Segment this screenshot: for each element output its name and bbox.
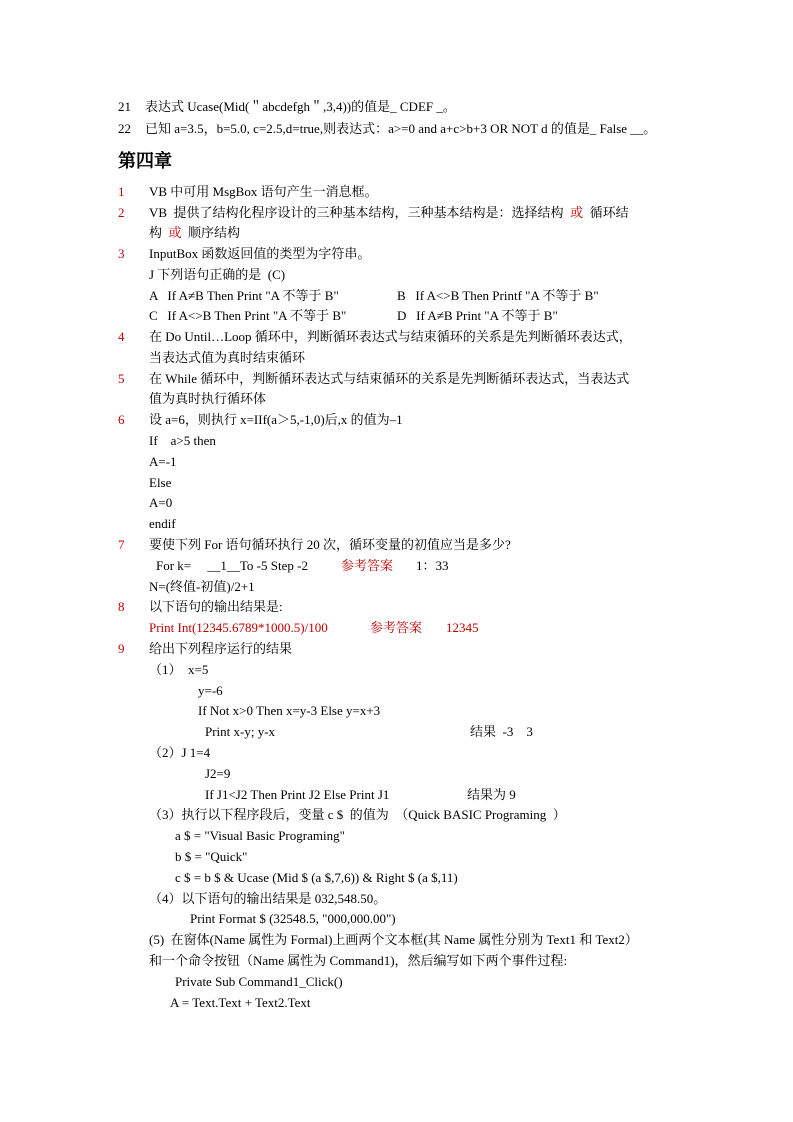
answer-or: 或	[168, 225, 182, 240]
text-segment: 循环结	[583, 205, 629, 220]
sub-question: J 下列语句正确的是 (C)	[149, 267, 286, 282]
code-line: A = Text.Text + Text2.Text	[170, 995, 311, 1010]
reference-answer-value: 1：33	[416, 558, 449, 573]
program-label: （2）J 1=4	[149, 745, 211, 760]
text-segment: 顺序结构	[181, 225, 241, 240]
question-text: 要使下列 For 语句循环执行 20 次，循环变量的初值应当是多少?	[149, 537, 511, 552]
text-segment: 构	[149, 225, 169, 240]
code-line: Private Sub Command1_Click()	[175, 974, 343, 989]
code-line: c $ = b $ & Ucase (Mid $ (a $,7,6)) & Right $ (a $,11)	[175, 870, 458, 885]
chapter-heading: 第四章	[118, 151, 172, 171]
question-text: 当表达式值为真时结束循环	[149, 350, 306, 365]
code-line: Print Format $ (32548.5, "000,000.00")	[190, 911, 396, 926]
code-line: If a>5 then	[149, 433, 216, 448]
option-a: A If A≠B Then Print "A 不等于 B"	[149, 288, 339, 303]
reference-answer-label: 参考答案	[370, 620, 423, 635]
program-label: (5) 在窗体(Name 属性为 Formal)上画两个文本框(其 Name 属性分别为 Text1 和 Text2）	[149, 932, 638, 947]
question-text	[149, 204, 629, 221]
question-text: 设 a=6，则执行 x=IIf(a＞5,-1,0)后,x 的值为–1	[149, 412, 403, 427]
program-result: 结果为 9	[467, 787, 516, 802]
program-label: （4）以下语句的输出结果是 032,548.50。	[149, 891, 387, 906]
question-text: 在 While 循环中，判断循环表达式与结束循环的关系是先判断循环表达式，当表达式	[149, 371, 630, 386]
reference-answer-label: 参考答案	[341, 558, 394, 573]
program-label: （3）执行以下程序段后，变量 c $ 的值为 （Quick BASIC Programing ）	[149, 807, 566, 822]
code-line: If Not x>0 Then x=y-3 Else y=x+3	[198, 703, 381, 718]
question-text: 已知 a=3.5，b=5.0, c=2.5,d=true,则表达式：a>=0 and a+c>b+3 OR NOT d 的值是_ False __。	[145, 121, 657, 136]
program-label: （1） x=5	[149, 662, 209, 677]
code-line: Else	[149, 475, 172, 490]
code-line: Print Int(12345.6789*1000.5)/100	[149, 620, 328, 635]
question-text: 以下语句的输出结果是:	[149, 599, 283, 614]
option-b: B If A<>B Then Printf "A 不等于 B"	[397, 288, 599, 303]
question-text: 给出下列程序运行的结果	[149, 641, 293, 656]
code-line: For k= __1__To -5 Step -2	[156, 558, 308, 573]
code-line: A=0	[149, 495, 173, 510]
code-line: Print x-y; y-x	[205, 724, 276, 739]
text-segment: VB 提供了结构化程序设计的三种基本结构，三种基本结构是：选择结构	[149, 205, 571, 220]
reference-answer-value: 12345	[446, 620, 479, 635]
question-number: 22	[118, 121, 131, 136]
question-number: 6	[118, 412, 125, 427]
formula: N=(终值-初值)/2+1	[149, 579, 255, 594]
code-line: a $ = "Visual Basic Programing"	[175, 828, 345, 843]
code-line: y=-6	[198, 683, 223, 698]
option-c: C If A<>B Then Print "A 不等于 B"	[149, 308, 347, 323]
program-result: 结果 -3 3	[470, 724, 533, 739]
question-text: 值为真时执行循环体	[149, 391, 267, 406]
program-label: 和一个命令按钮（Name 属性为 Command1)，然后编写如下两个事件过程:	[149, 953, 568, 968]
question-number: 2	[118, 205, 125, 220]
question-number: 9	[118, 641, 125, 656]
question-text: 在 Do Until…Loop 循环中，判断循环表达式与结束循环的关系是先判断循环表达式，	[149, 329, 632, 344]
question-number: 1	[118, 184, 125, 199]
code-line: endif	[149, 516, 176, 531]
question-number: 3	[118, 246, 125, 261]
code-line: A=-1	[149, 454, 177, 469]
question-number: 21	[118, 99, 131, 114]
code-line: If J1<J2 Then Print J2 Else Print J1	[205, 787, 390, 802]
code-line: b $ = "Quick"	[175, 849, 248, 864]
question-text: InputBox 函数返回值的类型为字符串。	[149, 246, 371, 261]
question-number: 5	[118, 371, 125, 386]
question-number: 8	[118, 599, 125, 614]
question-number: 7	[118, 537, 125, 552]
question-text: VB 中可用 MsgBox 语句产生一消息框。	[149, 184, 378, 199]
question-text: 表达式 Ucase(Mid(＂abcdefgh＂,3,4))的值是_ CDEF _。	[145, 99, 456, 114]
question-text	[149, 224, 240, 241]
question-number: 4	[118, 329, 125, 344]
code-line: J2=9	[205, 766, 231, 781]
answer-or: 或	[570, 205, 584, 220]
option-d: D If A≠B Print "A 不等于 B"	[397, 308, 558, 323]
